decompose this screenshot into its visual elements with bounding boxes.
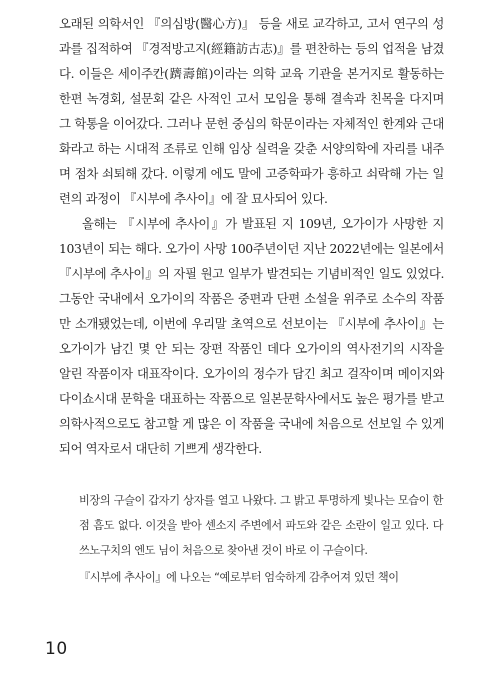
paragraph-2: 올해는 『시부에 추사이』가 발표된 지 109년, 오가이가 사망한 지 103년이 되는 해다. 오가이 사망 100주년이던 지난 2022년에는 일본에서 『시부에 추사이』의 자필 원고 일부가 발견되는 기념비적인 일도 있었다. 그동안 국내에서 오가이의 작품은 중편과 단편 소설을 위주로 소수의 작품만 소개됐었는데, 이번에 우리말 초역으로 선보이는 『시부에 추사이』는 오가이가 남긴 몇 안 되는 장편 작품인 데다 오가이의 역사전기의 시작을 알린 작품이자 대표작이다. 오가이의 정수가 담긴 최고 걸작이며 메이지와 다이쇼시대 문학을 대표하는 작품으로 일본문학사에서도 높은 평가를 받고 의학사적으로도 참고할 게 많은 이 작품을 국내에 처음으로 선보일 수 있게 되어 역자로서 대단히 기쁘게 생각한다. (59, 216, 444, 456)
quote-continuation: 『시부에 추사이』에 나오는 “예로부터 엄숙하게 감추어져 있던 책이 (79, 571, 399, 584)
body-text (59, 11, 444, 461)
quote-block: 비장의 구슬이 갑자기 상자를 열고 나왔다. 그 밝고 투명하게 빛나는 모습이 한 점 흠도 없다. 이것을 받아 센소지 주변에서 파도와 같은 소란이 일고 있다. 다쓰노구치의 엔도 님이 처음으로 찾아낸 것이 바로 이 구슬이다. (79, 494, 443, 557)
paragraph-1: 오래된 의학서인 『의심방(醫心方)』 등을 새로 교각하고, 고서 연구의 성과를 집적하여 『경적방고지(經籍訪古志)』를 편찬하는 등의 업적을 남겼다. 이들은 세이주칸(躋壽館)이라는 의학 교육 기관을 본거지로 활동하는 한편 녹경회, 설문회 같은 사적인 고서 모임을 통해 결속과 친목을 다지며 그 학통을 이어갔다. 그러나 문헌 중심의 학문이라는 자체적인 한계와 근대화라고 하는 시대적 조류로 인해 임상 실력을 갖춘 서양의학에 자리를 내주며 점차 쇠퇴해 갔다. 이렇게 에도 말에 고증학파가 흥하고 쇠락해 가는 일련의 과정이 『시부에 추사이』에 잘 묘사되어 있다. (59, 16, 444, 206)
page-number: 10 (45, 639, 68, 659)
